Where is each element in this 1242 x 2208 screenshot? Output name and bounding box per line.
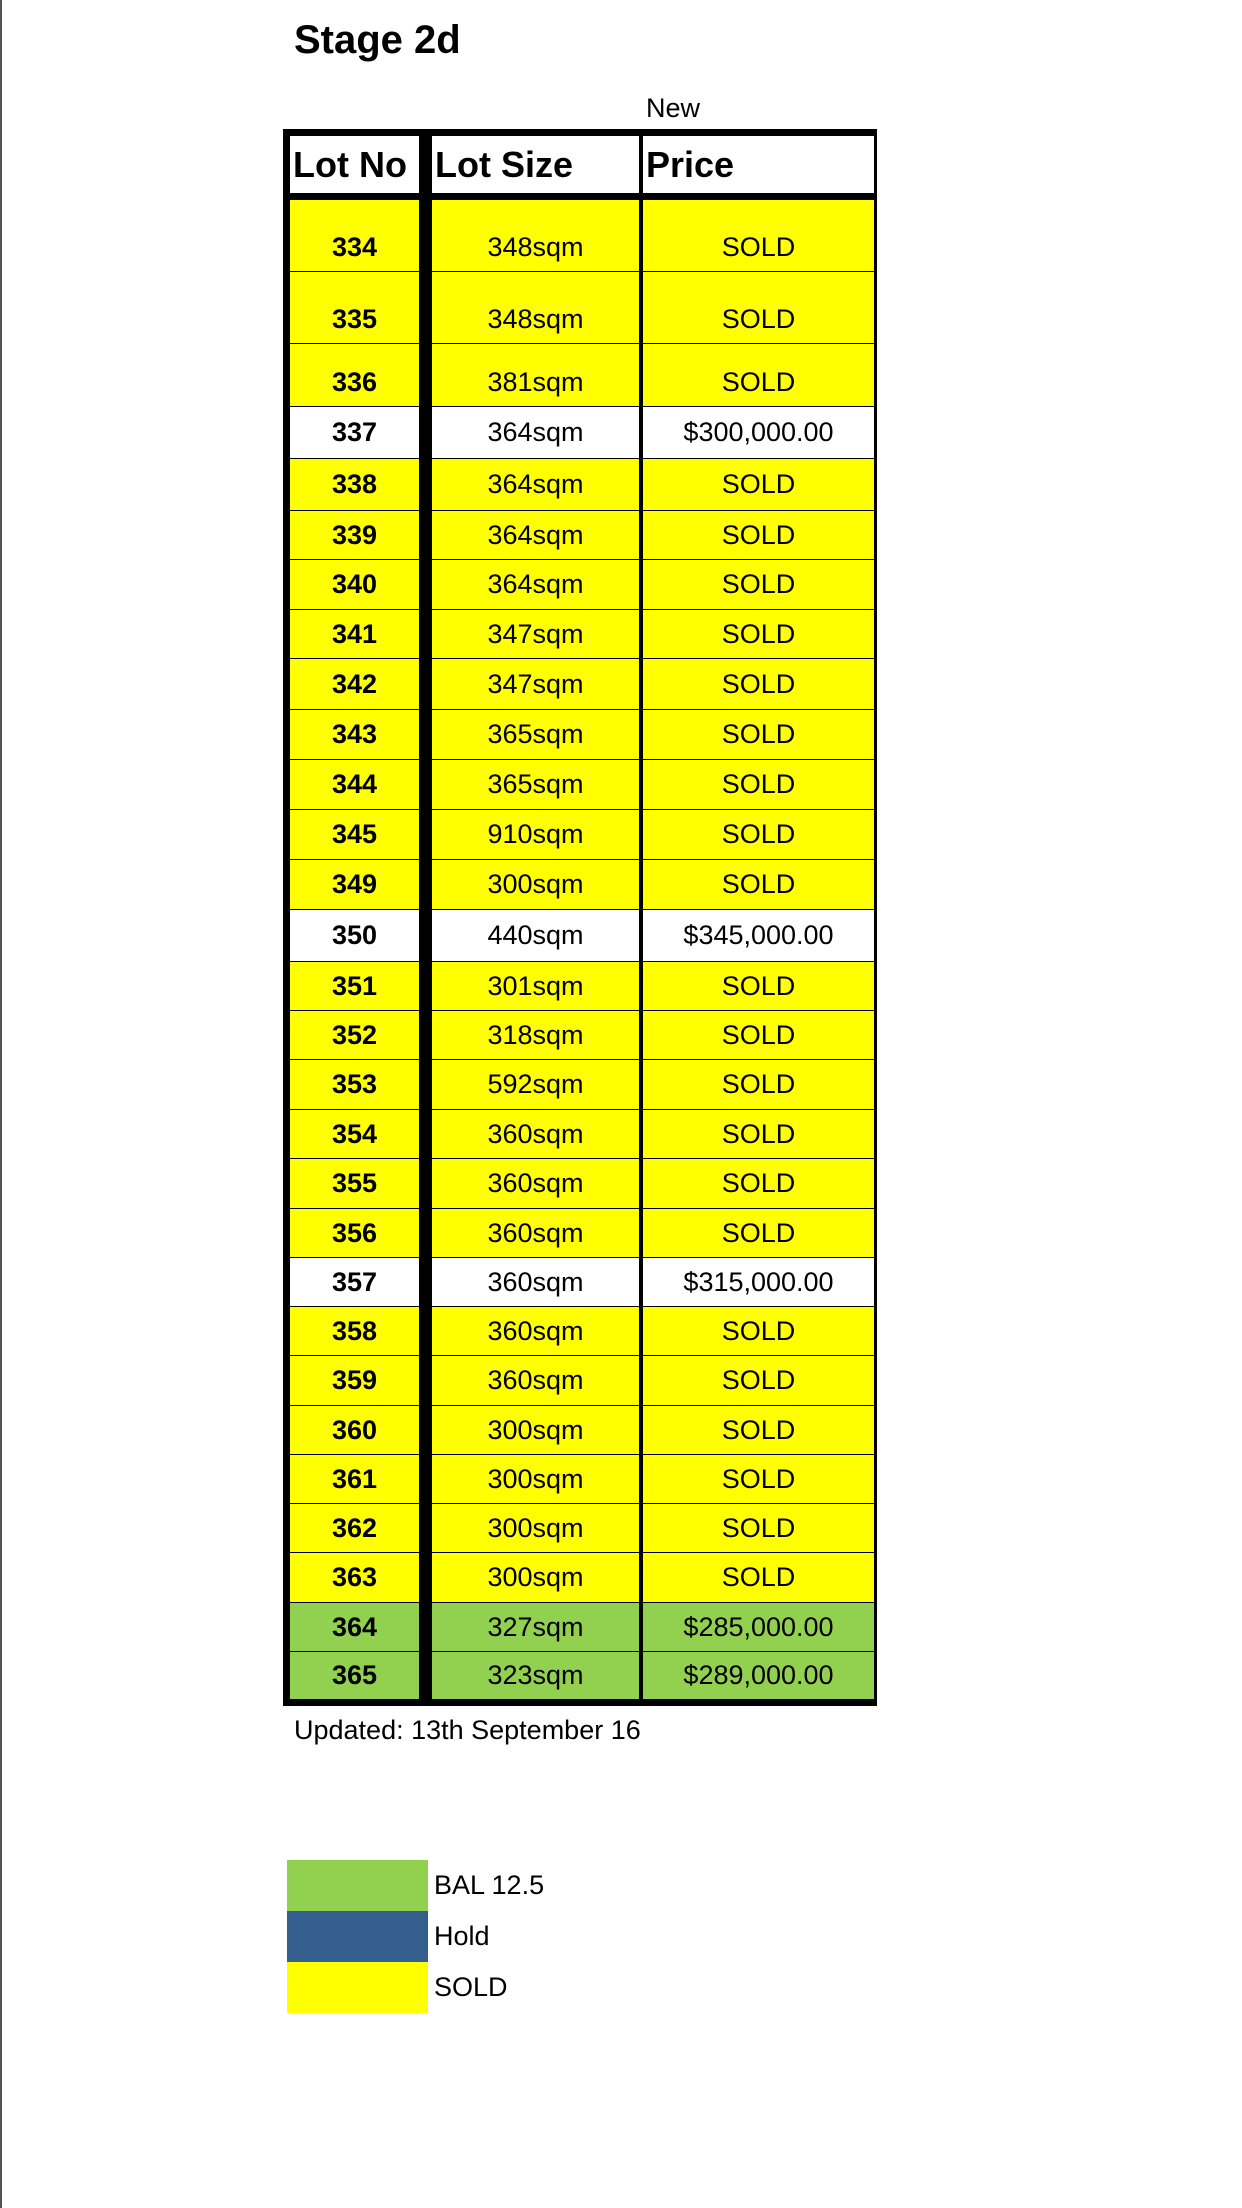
header-lot-no: Lot No: [290, 136, 419, 193]
lot-size-cell: 440sqm: [432, 910, 639, 961]
lot-size-cell: 364sqm: [432, 560, 639, 609]
lot-size-cell: 360sqm: [432, 1209, 639, 1257]
new-price-label: New: [646, 93, 701, 123]
lot-size-cell: 364sqm: [432, 407, 639, 458]
lot-table: [283, 129, 877, 1706]
price-cell: $345,000.00: [643, 910, 874, 961]
page-title: Stage 2d: [294, 18, 461, 62]
header-price: Price: [643, 136, 874, 193]
page-edge: [0, 0, 2, 2208]
lot-size-cell: 381sqm: [432, 344, 639, 406]
lot-number-cell: 354: [290, 1110, 419, 1158]
price-cell: SOLD: [643, 1455, 874, 1503]
lot-number-cell: 338: [290, 459, 419, 510]
price-cell: SOLD: [643, 272, 874, 343]
legend-label-sold: SOLD: [434, 1972, 508, 2002]
lot-number-cell: 364: [290, 1603, 419, 1651]
lot-size-cell: 360sqm: [432, 1356, 639, 1405]
legend-swatch-bal: [287, 1860, 428, 1911]
lot-number-cell: 339: [290, 511, 419, 559]
price-cell: SOLD: [643, 1060, 874, 1109]
lot-size-cell: 360sqm: [432, 1307, 639, 1355]
lot-size-cell: 300sqm: [432, 1455, 639, 1503]
lot-number-cell: 358: [290, 1307, 419, 1355]
lot-number-cell: 342: [290, 659, 419, 709]
price-cell: SOLD: [643, 1110, 874, 1158]
legend-swatch-sold: [287, 1962, 428, 2013]
price-cell: SOLD: [643, 710, 874, 759]
lot-number-cell: 360: [290, 1406, 419, 1454]
lot-size-cell: 348sqm: [432, 272, 639, 343]
price-cell: SOLD: [643, 1011, 874, 1059]
lot-size-cell: 360sqm: [432, 1258, 639, 1306]
lot-size-cell: 360sqm: [432, 1110, 639, 1158]
header-lot-size: Lot Size: [432, 136, 639, 193]
lot-size-cell: 592sqm: [432, 1060, 639, 1109]
price-cell: SOLD: [643, 1209, 874, 1257]
lot-number-cell: 335: [290, 272, 419, 343]
price-cell: SOLD: [643, 511, 874, 559]
price-cell: SOLD: [643, 810, 874, 859]
lot-size-cell: 365sqm: [432, 760, 639, 809]
lot-size-cell: 364sqm: [432, 459, 639, 510]
lot-number-cell: 349: [290, 860, 419, 909]
lot-number-cell: 337: [290, 407, 419, 458]
lot-number-cell: 343: [290, 710, 419, 759]
lot-size-cell: 323sqm: [432, 1652, 639, 1699]
lot-number-cell: 361: [290, 1455, 419, 1503]
price-cell: SOLD: [643, 659, 874, 709]
lot-number-cell: 350: [290, 910, 419, 961]
lot-number-cell: 365: [290, 1652, 419, 1699]
legend-label-hold: Hold: [434, 1921, 490, 1951]
lot-size-cell: 360sqm: [432, 1159, 639, 1208]
lot-number-cell: 336: [290, 344, 419, 406]
price-cell: SOLD: [643, 459, 874, 510]
price-cell: SOLD: [643, 760, 874, 809]
price-cell: SOLD: [643, 860, 874, 909]
lot-number-cell: 363: [290, 1553, 419, 1602]
lot-number-cell: 362: [290, 1504, 419, 1552]
lot-size-cell: 910sqm: [432, 810, 639, 859]
lot-number-cell: 341: [290, 610, 419, 658]
lot-size-cell: 347sqm: [432, 659, 639, 709]
lot-number-cell: 345: [290, 810, 419, 859]
lot-number-cell: 353: [290, 1060, 419, 1109]
lot-size-cell: 348sqm: [432, 200, 639, 271]
price-cell: SOLD: [643, 1504, 874, 1552]
price-cell: SOLD: [643, 344, 874, 406]
lot-size-cell: 318sqm: [432, 1011, 639, 1059]
price-cell: SOLD: [643, 962, 874, 1010]
lot-size-cell: 364sqm: [432, 511, 639, 559]
price-cell: $300,000.00: [643, 407, 874, 458]
price-cell: SOLD: [643, 200, 874, 271]
legend-swatch-hold: [287, 1911, 428, 1962]
price-cell: SOLD: [643, 560, 874, 609]
lot-number-cell: 357: [290, 1258, 419, 1306]
lot-size-cell: 300sqm: [432, 1406, 639, 1454]
price-cell: SOLD: [643, 1307, 874, 1355]
lot-size-cell: 300sqm: [432, 860, 639, 909]
lot-number-cell: 359: [290, 1356, 419, 1405]
updated-note: Updated: 13th September 16: [294, 1715, 641, 1745]
lot-number-cell: 344: [290, 760, 419, 809]
lot-number-cell: 356: [290, 1209, 419, 1257]
lot-size-cell: 365sqm: [432, 710, 639, 759]
price-cell: SOLD: [643, 1406, 874, 1454]
price-cell: SOLD: [643, 1553, 874, 1602]
price-cell: $285,000.00: [643, 1603, 874, 1651]
price-cell: SOLD: [643, 1159, 874, 1208]
lot-number-cell: 355: [290, 1159, 419, 1208]
lot-number-cell: 334: [290, 200, 419, 271]
price-cell: $289,000.00: [643, 1652, 874, 1699]
lot-size-cell: 300sqm: [432, 1504, 639, 1552]
lot-size-cell: 327sqm: [432, 1603, 639, 1651]
lot-number-cell: 340: [290, 560, 419, 609]
price-cell: SOLD: [643, 1356, 874, 1405]
price-cell: SOLD: [643, 610, 874, 658]
lot-size-cell: 347sqm: [432, 610, 639, 658]
lot-size-cell: 300sqm: [432, 1553, 639, 1602]
price-cell: $315,000.00: [643, 1258, 874, 1306]
legend-label-bal: BAL 12.5: [434, 1870, 545, 1900]
lot-size-cell: 301sqm: [432, 962, 639, 1010]
lot-number-cell: 351: [290, 962, 419, 1010]
lot-number-cell: 352: [290, 1011, 419, 1059]
